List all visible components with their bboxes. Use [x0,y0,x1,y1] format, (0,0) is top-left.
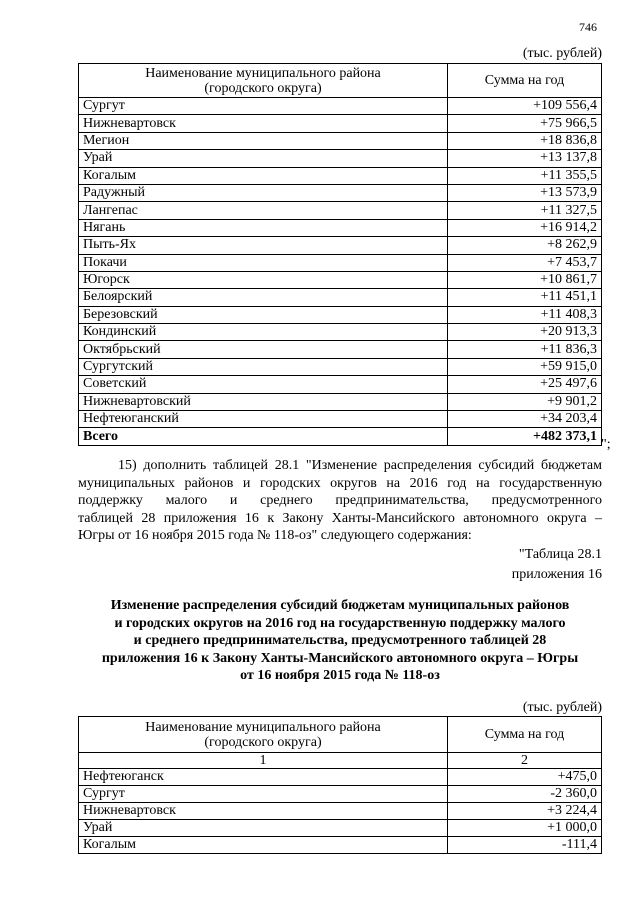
heading-line: и городских округов на 2016 год на государственную поддержку малого [114,615,566,631]
table-label [512,545,602,585]
column-number-2: 2 [448,753,602,769]
page-number: 746 [579,20,597,34]
units-label-2: (тыс. рублей) [522,700,602,715]
municipality-name: Нефтеюганск [79,769,448,786]
sum-value: +11 355,5 [448,167,602,184]
table-row [79,837,602,854]
sum-value: +10 861,7 [448,271,602,288]
sum-value: +13 573,9 [448,184,602,201]
table-row [79,341,602,358]
table-row [79,184,602,201]
municipality-name: Сургут [79,98,448,115]
municipality-name: Сургут [79,786,448,803]
table-row [79,202,602,219]
sum-value: +475,0 [448,769,602,786]
table-row [79,769,602,786]
municipality-name: Нефтеюганский [79,411,448,428]
total-row [79,428,602,445]
subsidy-table-2 [78,716,602,854]
paragraph-line: муниципальных районов и городских округов на 2016 год на государственную [78,475,602,491]
municipality-name: Кондинский [79,324,448,341]
subsidy-table-1 [78,63,602,446]
sum-value: -111,4 [448,837,602,854]
header-name-line-1: Наименование муниципального района [145,65,381,81]
table-row [79,306,602,323]
table-row [79,376,602,393]
sum-value: +11 451,1 [448,289,602,306]
sum-value: +1 000,0 [448,820,602,837]
municipality-name: Березовский [79,306,448,323]
header-name-cell [79,64,448,98]
sum-value: +11 836,3 [448,341,602,358]
municipality-name: Когалым [79,167,448,184]
table-row [79,219,602,236]
sum-value: +13 137,8 [448,150,602,167]
sum-value: +34 203,4 [448,411,602,428]
table-row [79,167,602,184]
table-row [79,150,602,167]
header-sum-cell: Сумма на год [448,64,602,98]
heading-line: Изменение распределения субсидий бюджетам муниципальных районов [110,598,570,613]
municipality-name: Белоярский [79,289,448,306]
table-label-line-2: приложения 16 [511,567,602,582]
table-row [79,411,602,428]
sum-value: +11 327,5 [448,202,602,219]
sum-value: +25 497,6 [448,376,602,393]
sum-value: +109 556,4 [448,98,602,115]
closing-quote: "; [601,437,611,452]
header-name-line-2: (городского округа) [204,734,322,750]
sum-value: -2 360,0 [448,786,602,803]
municipality-name: Нижневартовск [79,115,448,132]
sum-value: +20 913,3 [448,324,602,341]
municipality-name: Урай [79,150,448,167]
municipality-name: Лангепас [79,202,448,219]
municipality-name: Нижневартовск [79,803,448,820]
header-name-cell [79,717,448,753]
table-row [79,358,602,375]
table-heading [78,597,602,685]
municipality-name: Советский [79,376,448,393]
municipality-name: Когалым [79,837,448,854]
column-number-1: 1 [79,753,448,769]
sum-value: +75 966,5 [448,115,602,132]
paragraph-line: поддержку малого и среднего предпринимательства, предусмотренного [78,493,602,508]
municipality-name: Пыть-Ях [79,237,448,254]
header-sum-cell: Сумма на год [448,717,602,753]
table-row [79,132,602,149]
paragraph-line: таблицей 28 приложения 16 к Закону Ханты-Мансийского автономного округа – [78,510,602,526]
heading-line: от 16 ноября 2015 года № 118-оз [240,668,440,683]
table-row [79,98,602,115]
table-row [79,803,602,820]
municipality-name: Мегион [79,132,448,149]
municipality-name: Югорск [79,271,448,288]
header-name-line-2: (городского округа) [204,80,322,96]
header-name-line-1: Наименование муниципального района [145,719,381,735]
units-label-1: (тыс. рублей) [522,46,602,61]
municipality-name: Радужный [79,184,448,201]
paragraph-line: 15) дополнить таблицей 28.1 "Изменение распределения субсидий бюджетам [118,458,602,473]
table-row [79,115,602,132]
municipality-name: Урай [79,820,448,837]
table-row [79,254,602,271]
municipality-name: Покачи [79,254,448,271]
sum-value: +3 224,4 [448,803,602,820]
municipality-name: Нижневартовский [79,393,448,410]
table-row [79,786,602,803]
sum-value: +9 901,2 [448,393,602,410]
paragraph-line: Югры от 16 ноября 2015 года № 118-оз" следующего содержания: [78,528,472,543]
sum-value: +8 262,9 [448,237,602,254]
table-row [79,393,602,410]
table-row [79,820,602,837]
heading-line: приложения 16 к Закону Ханты-Мансийского автономного округа – Югры [101,650,579,666]
municipality-name: Октябрьский [79,341,448,358]
total-value: +482 373,1 [448,428,602,445]
sum-value: +11 408,3 [448,306,602,323]
table-row [79,324,602,341]
municipality-name: Сургутский [79,358,448,375]
table-label-line-1: "Таблица 28.1 [518,547,602,562]
sum-value: +59 915,0 [448,358,602,375]
municipality-name: Нягань [79,219,448,236]
sum-value: +16 914,2 [448,219,602,236]
sum-value: +7 453,7 [448,254,602,271]
amendment-paragraph [78,457,602,545]
table-row [79,289,602,306]
table-row [79,271,602,288]
table-row [79,237,602,254]
heading-line: и среднего предпринимательства, предусмотренного таблицей 28 [133,633,547,648]
sum-value: +18 836,8 [448,132,602,149]
total-label: Всего [79,428,448,445]
